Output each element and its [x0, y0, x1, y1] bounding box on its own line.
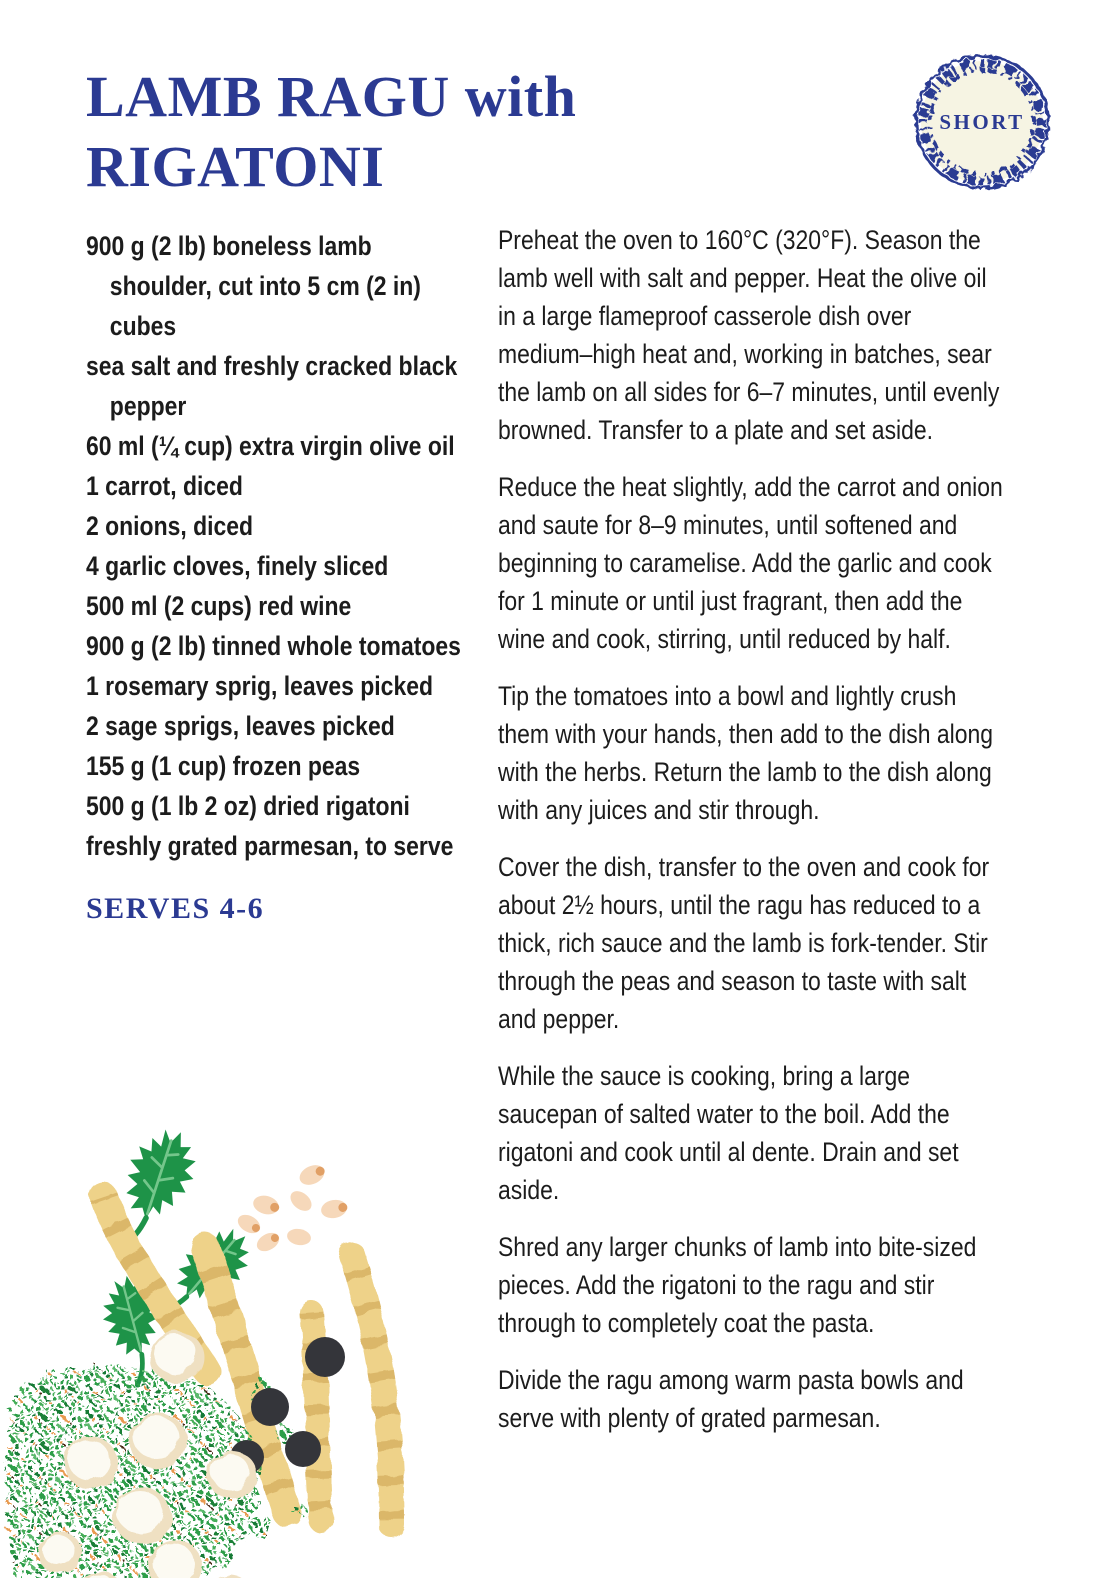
- ingredients-list: [86, 226, 469, 866]
- method-paragraph: Cover the dish, transfer to the oven and cook for about 2½ hours, until the ragu has reduced to a thick, rich sauce and the lamb is fork-tender. Stir through the peas and season to taste with salt and pepper.: [498, 852, 990, 1034]
- pine-nuts-icon: [235, 1161, 349, 1255]
- ingredient-item: 500 ml (2 cups) red wine: [86, 591, 352, 621]
- ingredient-item: 900 g (2 lb) boneless lamb shoulder, cut into 5 cm (2 in) cubes: [86, 231, 421, 341]
- method-paragraph: Preheat the oven to 160°C (320°F). Season the lamb well with salt and pepper. Heat the olive oil in a large flameproof casserole dish over medium–high heat and, working in batches, sear the lamb on all sides for 6–7 minutes, until evenly browned. Transfer to a plate and set aside.: [498, 225, 1000, 445]
- ingredient-item: 900 g (2 lb) tinned whole tomatoes: [86, 631, 461, 661]
- ingredient-item: 1 rosemary sprig, leaves picked: [86, 671, 433, 701]
- ingredient-item: 4 garlic cloves, finely sliced: [86, 551, 389, 581]
- ingredient-item: 2 sage sprigs, leaves picked: [86, 711, 395, 741]
- method-paragraph: Shred any larger chunks of lamb into bite-sized pieces. Add the rigatoni to the ragu and stir through to completely coat the pasta.: [498, 1232, 977, 1338]
- recipe-title: LAMB RAGU with RIGATONI: [86, 64, 577, 199]
- method-paragraph: Divide the ragu among warm pasta bowls and serve with plenty of grated parmesan.: [498, 1365, 964, 1433]
- ingredient-item: 500 g (1 lb 2 oz) dried rigatoni: [86, 791, 410, 821]
- method-paragraph: While the sauce is cooking, bring a large saucepan of salted water to the boil. Add the rigatoni and cook until al dente. Drain and set aside.: [498, 1061, 959, 1205]
- method-steps: [498, 221, 1008, 1456]
- serves-label: SERVES 4-6: [86, 892, 265, 925]
- recipe-badge: [908, 48, 1056, 196]
- ingredient-item: sea salt and freshly cracked black pepper: [86, 351, 458, 421]
- ingredient-item: 60 ml (¼ cup) extra virgin olive oil: [86, 431, 455, 461]
- badge-label: SHORT: [939, 110, 1025, 134]
- ingredient-item: 155 g (1 cup) frozen peas: [86, 751, 361, 781]
- badge-stamp-icon: [908, 48, 1056, 196]
- ingredient-item: 1 carrot, diced: [86, 471, 243, 501]
- ingredient-item: 2 onions, diced: [86, 511, 254, 541]
- ingredient-item: freshly grated parmesan, to serve: [86, 831, 454, 861]
- food-illustration: [0, 1095, 470, 1578]
- method-paragraph: Tip the tomatoes into a bowl and lightly crush them with your hands, then add to the dish along with the herbs. Return the lamb to the dish along with any juices and stir through.: [498, 681, 994, 825]
- method-paragraph: Reduce the heat slightly, add the carrot and onion and saute for 8–9 minutes, until softened and beginning to caramelise. Add the garlic and cook for 1 minute or until just fragrant, then add the wine and cook, stirring, until reduced by half.: [498, 472, 1003, 654]
